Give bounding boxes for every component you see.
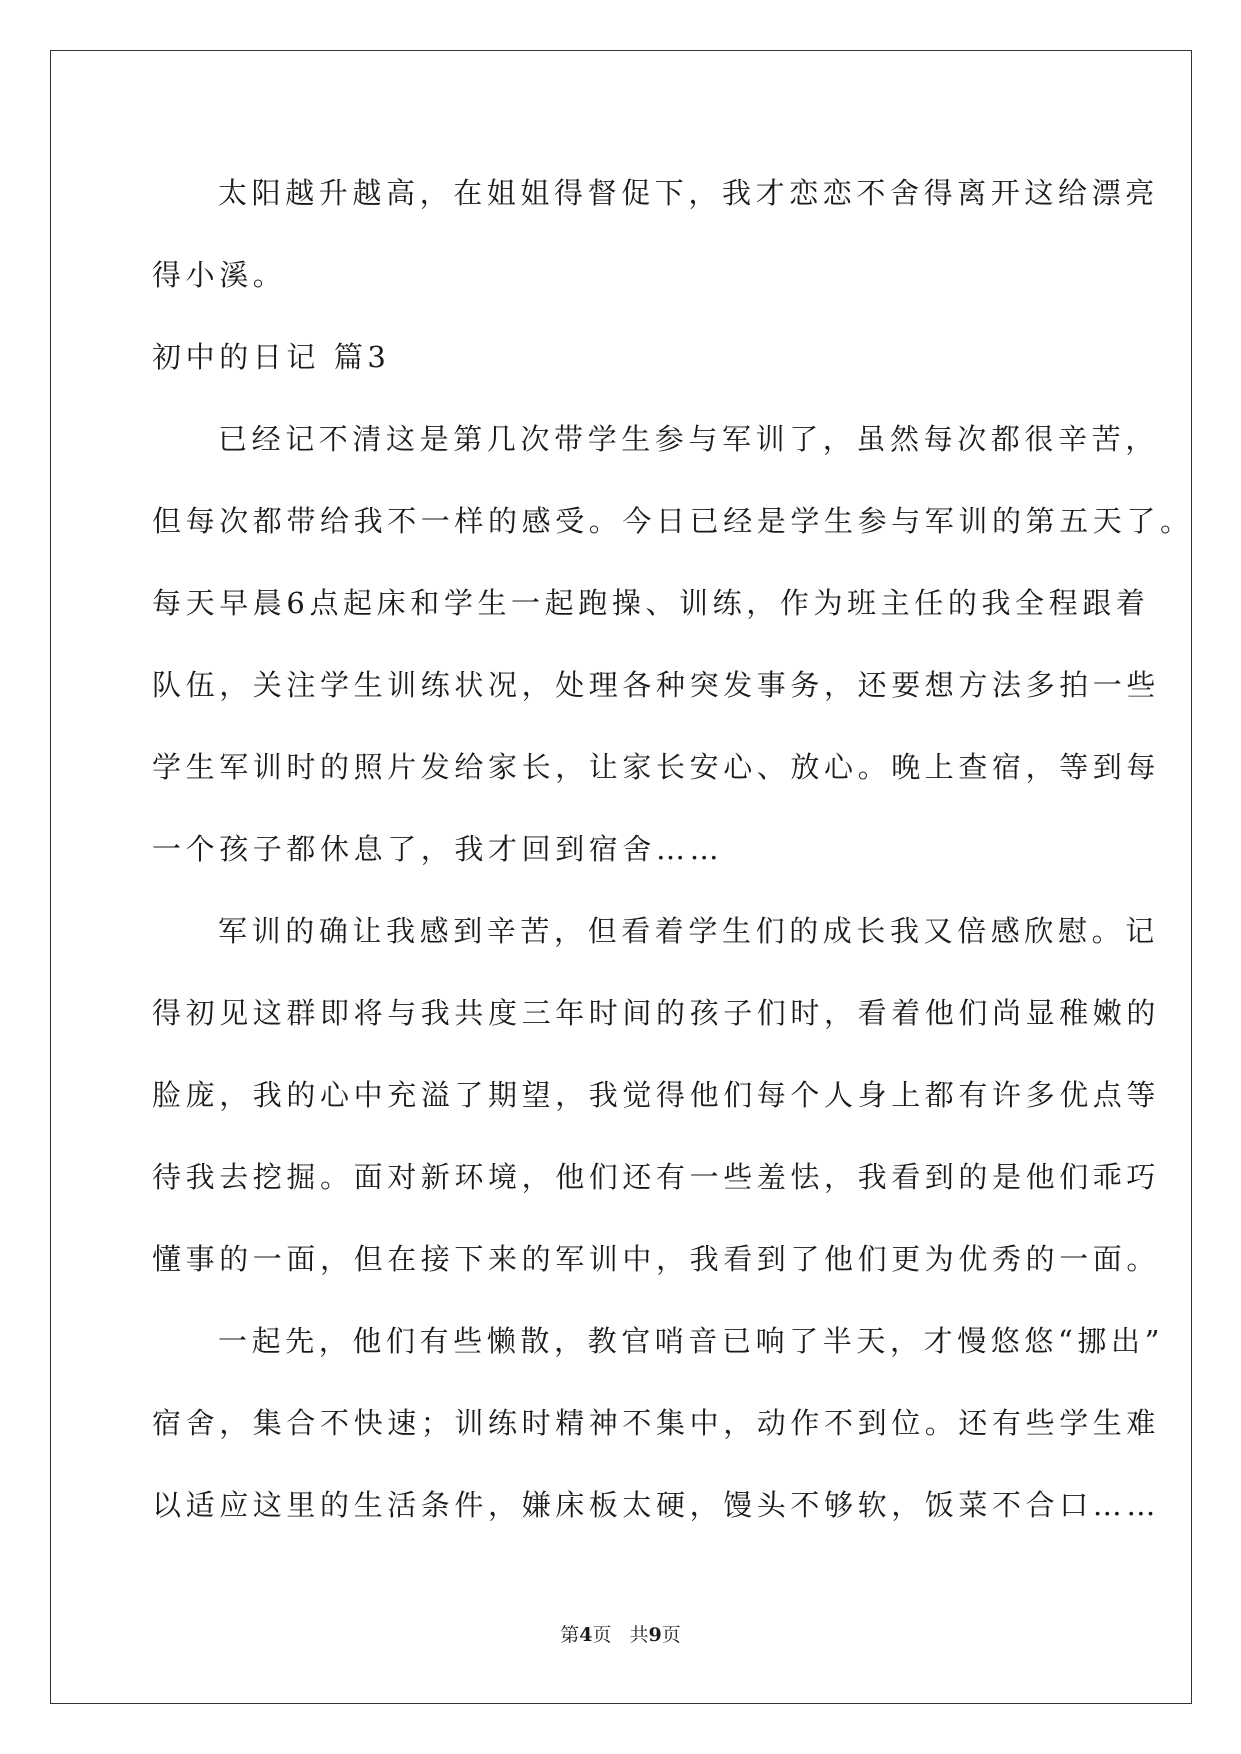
paragraph-line: 每天早晨6点起床和学生一起跑操、训练，作为班主任的我全程跟着 — [152, 586, 1150, 620]
paragraph-line: 以适应这里的生活条件，嫌床板太硬，馒头不够软，饭菜不合口…… — [152, 1488, 1161, 1522]
page-suffix: 页 — [592, 1624, 612, 1646]
total-pages-number: 9 — [648, 1624, 662, 1646]
total-prefix: 共 — [629, 1624, 649, 1646]
paragraph-line: 已经记不清这是第几次带学生参与军训了，虽然每次都很辛苦， — [218, 422, 1159, 456]
paragraph-line: 脸庞，我的心中充溢了期望，我觉得他们每个人身上都有许多优点等 — [152, 1078, 1161, 1112]
paragraph-line: 得初见这群即将与我共度三年时间的孩子们时，看着他们尚显稚嫩的 — [152, 996, 1161, 1030]
paragraph-line: 军训的确让我感到辛苦，但看着学生们的成长我又倍感欣慰。记 — [218, 914, 1159, 948]
paragraph-line: 学生军训时的照片发给家长，让家长安心、放心。晚上查宿，等到每 — [152, 750, 1161, 784]
section-heading: 初中的日记 篇3 — [152, 340, 391, 374]
paragraph-line: 得小溪。 — [152, 258, 287, 292]
paragraph-line: 懂事的一面，但在接下来的军训中，我看到了他们更为优秀的一面。 — [152, 1242, 1161, 1276]
total-suffix: 页 — [661, 1624, 681, 1646]
paragraph-line: 待我去挖掘。面对新环境，他们还有一些羞怯，我看到的是他们乖巧 — [152, 1160, 1161, 1194]
document-body — [152, 160, 1194, 1554]
current-page-number: 4 — [579, 1624, 593, 1646]
paragraph-line: 太阳越升越高，在姐姐得督促下，我才恋恋不舍得离开这给漂亮 — [218, 176, 1159, 210]
paragraph-line: 一起先，他们有些懒散，教官哨音已响了半天，才慢悠悠“挪出” — [218, 1324, 1165, 1358]
paragraph-line: 但每次都带给我不一样的感受。今日已经是学生参与军训的第五天了。 — [152, 504, 1194, 538]
page-footer — [0, 1622, 1241, 1648]
paragraph-line: 宿舍，集合不快速；训练时精神不集中，动作不到位。还有些学生难 — [152, 1406, 1161, 1440]
page-prefix: 第 — [560, 1624, 580, 1646]
paragraph-line: 队伍，关注学生训练状况，处理各种突发事务，还要想方法多拍一些 — [152, 668, 1161, 702]
paragraph-line: 一个孩子都休息了，我才回到宿舍…… — [152, 832, 724, 866]
